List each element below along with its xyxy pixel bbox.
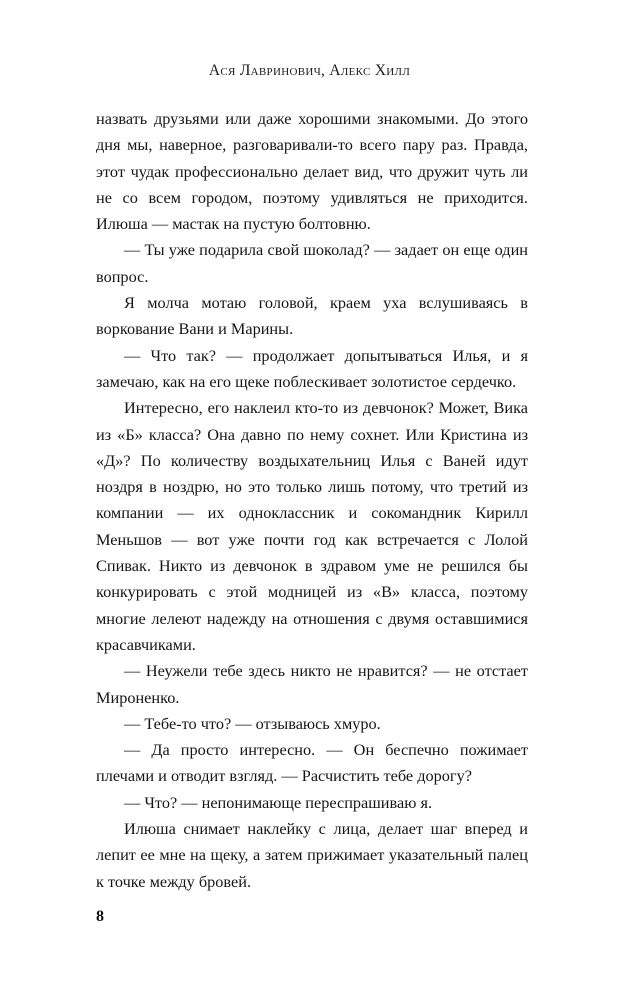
paragraph: Интересно, его наклеил кто-то из девчонок? Может, Вика из «Б» класса? Она давно по нему сохнет. Или Кристина из «Д»? По количеству воздыхательниц Илья с Ваней идут ноздря в ноздрю, но это только лишь потому, что третий из компании — их одноклассник и сокомандник Кирилл Меньшов — вот уже почти год как встречается с Лолой Спивак. Никто из девчонок в здравом уме не решился бы конкурировать с этой модницей из «В» класса, поэтому многие лелеют надежду на отношения с двумя оставшимися красавчиками. [96,398,528,654]
running-head: Ася Лавринович, Алекс Хилл [208,62,411,79]
paragraph: — Что так? — продолжает допытываться Илья, и я замечаю, как на его щеке поблескивает золотистое сердечко. [96,345,528,391]
paragraph: — Что? — непонимающе переспрашиваю я. [124,792,433,812]
paragraph: — Да просто интересно. — Он беспечно пожимает плечами и отводит взгляд. — Расчистить тебе дорогу? [96,740,528,786]
page-number: 8 [96,908,104,925]
paragraph: — Ты уже подарила свой шоколад? — задает он еще один вопрос. [96,240,528,286]
paragraph: Я молча мотаю головой, краем уха вслушиваясь в воркование Вани и Марины. [96,293,528,339]
paragraph: Илюша снимает наклейку с лица, делает шаг вперед и лепит ее мне на щеку, а затем прижимает указательный палец к точке между бровей. [96,819,528,891]
paragraph: — Неужели тебе здесь никто не нравится? — не отстает Мироненко. [96,661,528,707]
paragraph: — Тебе-то что? — отзываюсь хмуро. [124,713,381,733]
body-text [96,106,528,895]
paragraph: назвать друзьями или даже хорошими знакомыми. До этого дня мы, наверное, разговаривали-то всего пару раз. Правда, этот чудак профессионально делает вид, что дружит чуть ли не со всем городом, поэтому удивляться не приходится. Илюша — мастак на пустую болтовню. [96,109,528,234]
